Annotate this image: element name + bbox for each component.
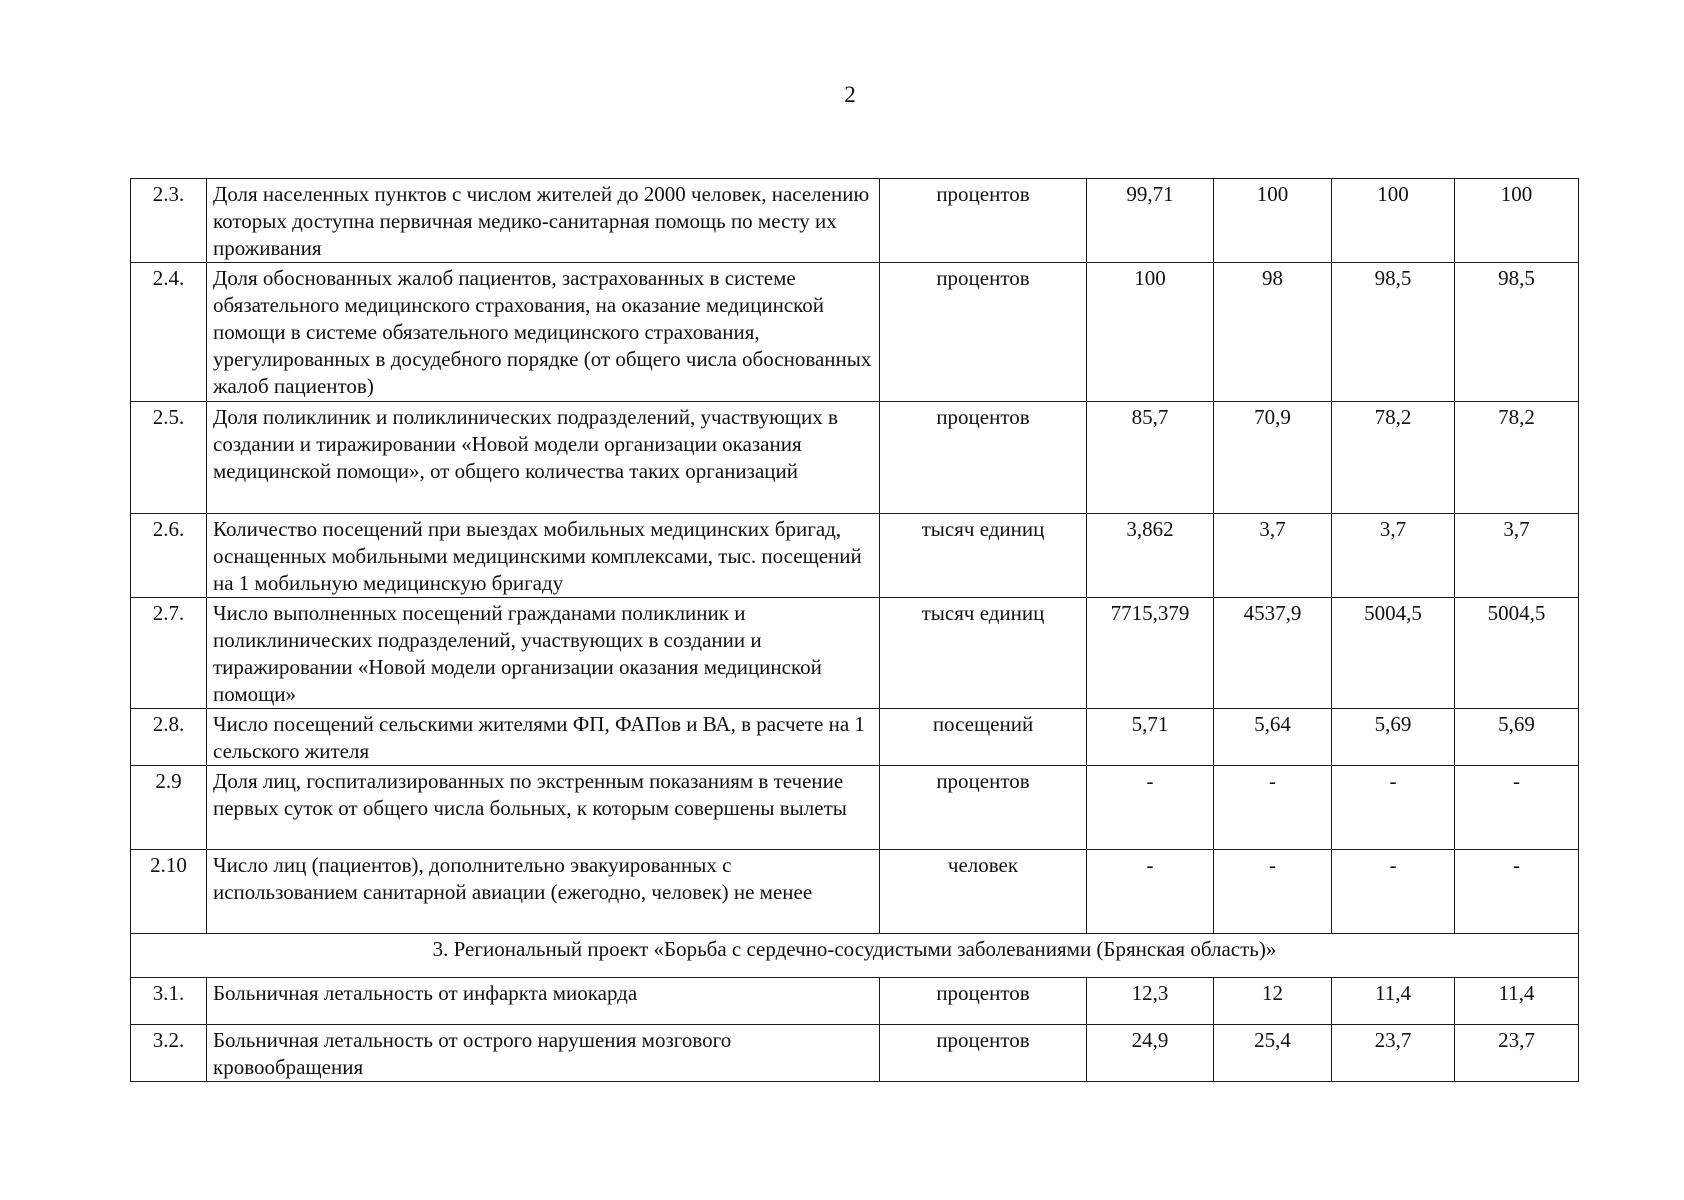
row-value-1: 12,3 bbox=[1087, 978, 1214, 1025]
row-description: Доля населенных пунктов с числом жителей до 2000 человек, населению которых доступна первичная медико-санитарная помощь по месту их проживания bbox=[207, 179, 880, 263]
table-row bbox=[131, 514, 1579, 598]
row-description: Больничная летальность от инфаркта миокарда bbox=[207, 978, 880, 1025]
table-row bbox=[131, 263, 1579, 402]
table-row bbox=[131, 850, 1579, 934]
table-row bbox=[131, 402, 1579, 514]
row-value-4: - bbox=[1455, 850, 1579, 934]
row-number: 2.8. bbox=[131, 709, 207, 766]
row-unit: процентов bbox=[880, 978, 1087, 1025]
row-unit: процентов bbox=[880, 179, 1087, 263]
table-row bbox=[131, 709, 1579, 766]
row-description: Доля обоснованных жалоб пациентов, застрахованных в системе обязательного медицинского страхования, на оказание медицинской помощи в системе обязательного медицинского страхования, урегулированных в досудебного порядке (от общего числа обоснованных жалоб пациентов) bbox=[207, 263, 880, 402]
row-value-2: - bbox=[1214, 766, 1332, 850]
row-value-1: - bbox=[1087, 850, 1214, 934]
row-description: Доля лиц, госпитализированных по экстренным показаниям в течение первых суток от общего числа больных, к которым совершены вылеты bbox=[207, 766, 880, 850]
row-value-3: 11,4 bbox=[1332, 978, 1455, 1025]
row-value-3: 98,5 bbox=[1332, 263, 1455, 402]
row-value-4: 98,5 bbox=[1455, 263, 1579, 402]
row-value-3: - bbox=[1332, 850, 1455, 934]
row-value-3: 5,69 bbox=[1332, 709, 1455, 766]
row-value-2: 100 bbox=[1214, 179, 1332, 263]
row-number: 2.6. bbox=[131, 514, 207, 598]
row-description: Число выполненных посещений гражданами поликлиник и поликлинических подразделений, участвующих в создании и тиражировании «Новой модели организации оказания медицинской помощи» bbox=[207, 598, 880, 709]
row-unit: тысяч единиц bbox=[880, 514, 1087, 598]
row-value-4: - bbox=[1455, 766, 1579, 850]
row-number: 2.7. bbox=[131, 598, 207, 709]
row-value-3: - bbox=[1332, 766, 1455, 850]
row-number: 3.1. bbox=[131, 978, 207, 1025]
row-value-2: 25,4 bbox=[1214, 1025, 1332, 1082]
row-description: Число посещений сельскими жителями ФП, ФАПов и ВА, в расчете на 1 сельского жителя bbox=[207, 709, 880, 766]
table-row bbox=[131, 1025, 1579, 1082]
row-number: 2.5. bbox=[131, 402, 207, 514]
row-value-4: 3,7 bbox=[1455, 514, 1579, 598]
row-value-4: 23,7 bbox=[1455, 1025, 1579, 1082]
row-value-1: 5,71 bbox=[1087, 709, 1214, 766]
row-description: Доля поликлиник и поликлинических подразделений, участвующих в создании и тиражировании «Новой модели организации оказания медицинской помощи», от общего количества таких организаций bbox=[207, 402, 880, 514]
row-unit: посещений bbox=[880, 709, 1087, 766]
row-value-4: 5,69 bbox=[1455, 709, 1579, 766]
section-row bbox=[131, 934, 1579, 978]
row-value-1: 24,9 bbox=[1087, 1025, 1214, 1082]
row-value-4: 100 bbox=[1455, 179, 1579, 263]
row-unit: человек bbox=[880, 850, 1087, 934]
table-row bbox=[131, 766, 1579, 850]
row-value-2: - bbox=[1214, 850, 1332, 934]
row-unit: тысяч единиц bbox=[880, 598, 1087, 709]
row-value-3: 23,7 bbox=[1332, 1025, 1455, 1082]
row-unit: процентов bbox=[880, 263, 1087, 402]
table-row bbox=[131, 179, 1579, 263]
row-value-2: 98 bbox=[1214, 263, 1332, 402]
row-value-3: 3,7 bbox=[1332, 514, 1455, 598]
row-value-2: 12 bbox=[1214, 978, 1332, 1025]
row-value-3: 100 bbox=[1332, 179, 1455, 263]
row-value-2: 5,64 bbox=[1214, 709, 1332, 766]
table-row bbox=[131, 598, 1579, 709]
row-description: Количество посещений при выездах мобильных медицинских бригад, оснащенных мобильными медицинскими комплексами, тыс. посещений на 1 мобильную медицинскую бригаду bbox=[207, 514, 880, 598]
row-value-1: 3,862 bbox=[1087, 514, 1214, 598]
row-value-3: 78,2 bbox=[1332, 402, 1455, 514]
row-unit: процентов bbox=[880, 1025, 1087, 1082]
section-title: 3. Региональный проект «Борьба с сердечно-сосудистыми заболеваниями (Брянская область)» bbox=[131, 934, 1579, 978]
page-number: 2 bbox=[844, 82, 856, 107]
row-value-1: - bbox=[1087, 766, 1214, 850]
row-value-4: 78,2 bbox=[1455, 402, 1579, 514]
row-value-1: 99,71 bbox=[1087, 179, 1214, 263]
row-number: 3.2. bbox=[131, 1025, 207, 1082]
indicators-table bbox=[130, 178, 1579, 1082]
row-value-3: 5004,5 bbox=[1332, 598, 1455, 709]
row-description: Число лиц (пациентов), дополнительно эвакуированных с использованием санитарной авиации (ежегодно, человек) не менее bbox=[207, 850, 880, 934]
row-value-2: 70,9 bbox=[1214, 402, 1332, 514]
row-number: 2.9 bbox=[131, 766, 207, 850]
row-number: 2.3. bbox=[131, 179, 207, 263]
row-value-1: 100 bbox=[1087, 263, 1214, 402]
row-number: 2.4. bbox=[131, 263, 207, 402]
row-unit: процентов bbox=[880, 766, 1087, 850]
row-number: 2.10 bbox=[131, 850, 207, 934]
table-row bbox=[131, 978, 1579, 1025]
row-value-1: 85,7 bbox=[1087, 402, 1214, 514]
row-value-2: 4537,9 bbox=[1214, 598, 1332, 709]
row-description: Больничная летальность от острого нарушения мозгового кровообращения bbox=[207, 1025, 880, 1082]
row-value-4: 5004,5 bbox=[1455, 598, 1579, 709]
row-value-2: 3,7 bbox=[1214, 514, 1332, 598]
row-unit: процентов bbox=[880, 402, 1087, 514]
row-value-1: 7715,379 bbox=[1087, 598, 1214, 709]
row-value-4: 11,4 bbox=[1455, 978, 1579, 1025]
